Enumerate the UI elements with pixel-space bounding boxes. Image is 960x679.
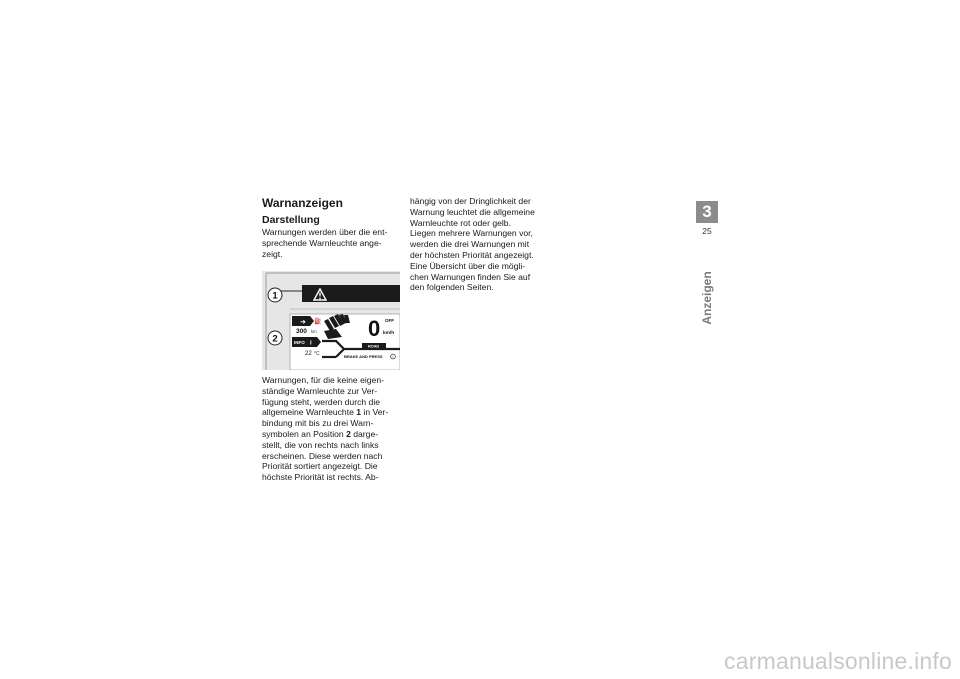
body-line: den folgenden Seiten. xyxy=(410,282,494,293)
left-body-paragraph xyxy=(262,375,402,483)
body-line: fügung steht, werden durch die xyxy=(262,396,381,407)
display-illustration xyxy=(262,271,400,370)
watermark: carmanualsonline.info xyxy=(724,648,952,674)
body-line: bindung mit bis zu drei Warn- xyxy=(262,418,374,429)
info-label: INFO xyxy=(294,340,305,345)
svg-text:°C: °C xyxy=(314,351,320,357)
body-line: höchste Priorität ist rechts. Ab- xyxy=(262,472,379,483)
intro-line: zeigt. xyxy=(262,248,283,259)
body-line: stellt, die von rechts nach links xyxy=(262,439,379,450)
off-label: OFF xyxy=(385,318,394,323)
odometer-unit: km xyxy=(311,329,317,334)
left-column xyxy=(262,196,400,259)
callout-1-label: 1 xyxy=(272,290,278,302)
body-line: Eine Übersicht über die mögli- xyxy=(410,260,526,271)
intro-line: Warnungen werden über die ent- xyxy=(262,227,388,237)
body-line: chen Warnungen finden Sie auf xyxy=(410,271,531,282)
section-subtitle: Darstellung xyxy=(262,214,320,226)
body-line: Warnungen, für die keine eigen- xyxy=(262,375,384,385)
svg-text:!: ! xyxy=(392,355,394,359)
chapter-title: Anzeigen xyxy=(700,271,714,325)
body-text: symbolen an Position xyxy=(262,428,347,439)
svg-text:➜: ➜ xyxy=(300,319,306,326)
odometer-value: 300 xyxy=(296,328,307,335)
instrument-display-figure xyxy=(262,271,400,370)
speed-value: 0 xyxy=(368,316,381,341)
body-line: Liegen mehrere Warnungen vor, xyxy=(410,228,533,239)
chapter-title-vertical xyxy=(694,262,720,334)
mode-label: ROAD xyxy=(368,344,380,349)
chapter-number: 3 xyxy=(696,201,718,223)
body-line: der höchsten Priorität angezeigt. xyxy=(410,249,534,260)
body-line: hängig von der Dringlichkeit der xyxy=(410,196,531,206)
body-line: Warnleuchte rot oder gelb. xyxy=(410,217,511,228)
intro-line: sprechende Warnleuchte ange- xyxy=(262,237,382,248)
body-text: in Ver- xyxy=(361,407,389,418)
body-text: allgemeine Warnleuchte xyxy=(262,407,357,418)
callout-2-label: 2 xyxy=(272,333,278,345)
body-line xyxy=(262,407,402,418)
body-line: ständige Warnleuchte zur Ver- xyxy=(262,385,378,396)
body-line: erscheinen. Diese werden nach xyxy=(262,450,383,461)
brake-message: BRAKE AND PRESS xyxy=(344,354,383,359)
body-text: darge- xyxy=(350,428,379,439)
body-line: werden die drei Warnungen mit xyxy=(410,239,530,250)
intro-paragraph xyxy=(262,227,400,259)
page-number: 25 xyxy=(702,226,712,236)
speed-unit: km/h xyxy=(383,331,395,336)
svg-text:i: i xyxy=(310,340,312,347)
ref-number-2: 2 xyxy=(346,428,351,439)
info-value: 22 xyxy=(305,351,312,357)
body-line xyxy=(262,429,402,440)
svg-text:⛽: ⛽ xyxy=(314,319,322,325)
body-line: Warnung leuchtet die allgemeine xyxy=(410,206,535,217)
right-column xyxy=(410,196,550,293)
section-title: Warnanzeigen xyxy=(262,196,343,210)
body-line: Priorität sortiert angezeigt. Die xyxy=(262,461,378,472)
ref-number-1: 1 xyxy=(356,407,362,418)
